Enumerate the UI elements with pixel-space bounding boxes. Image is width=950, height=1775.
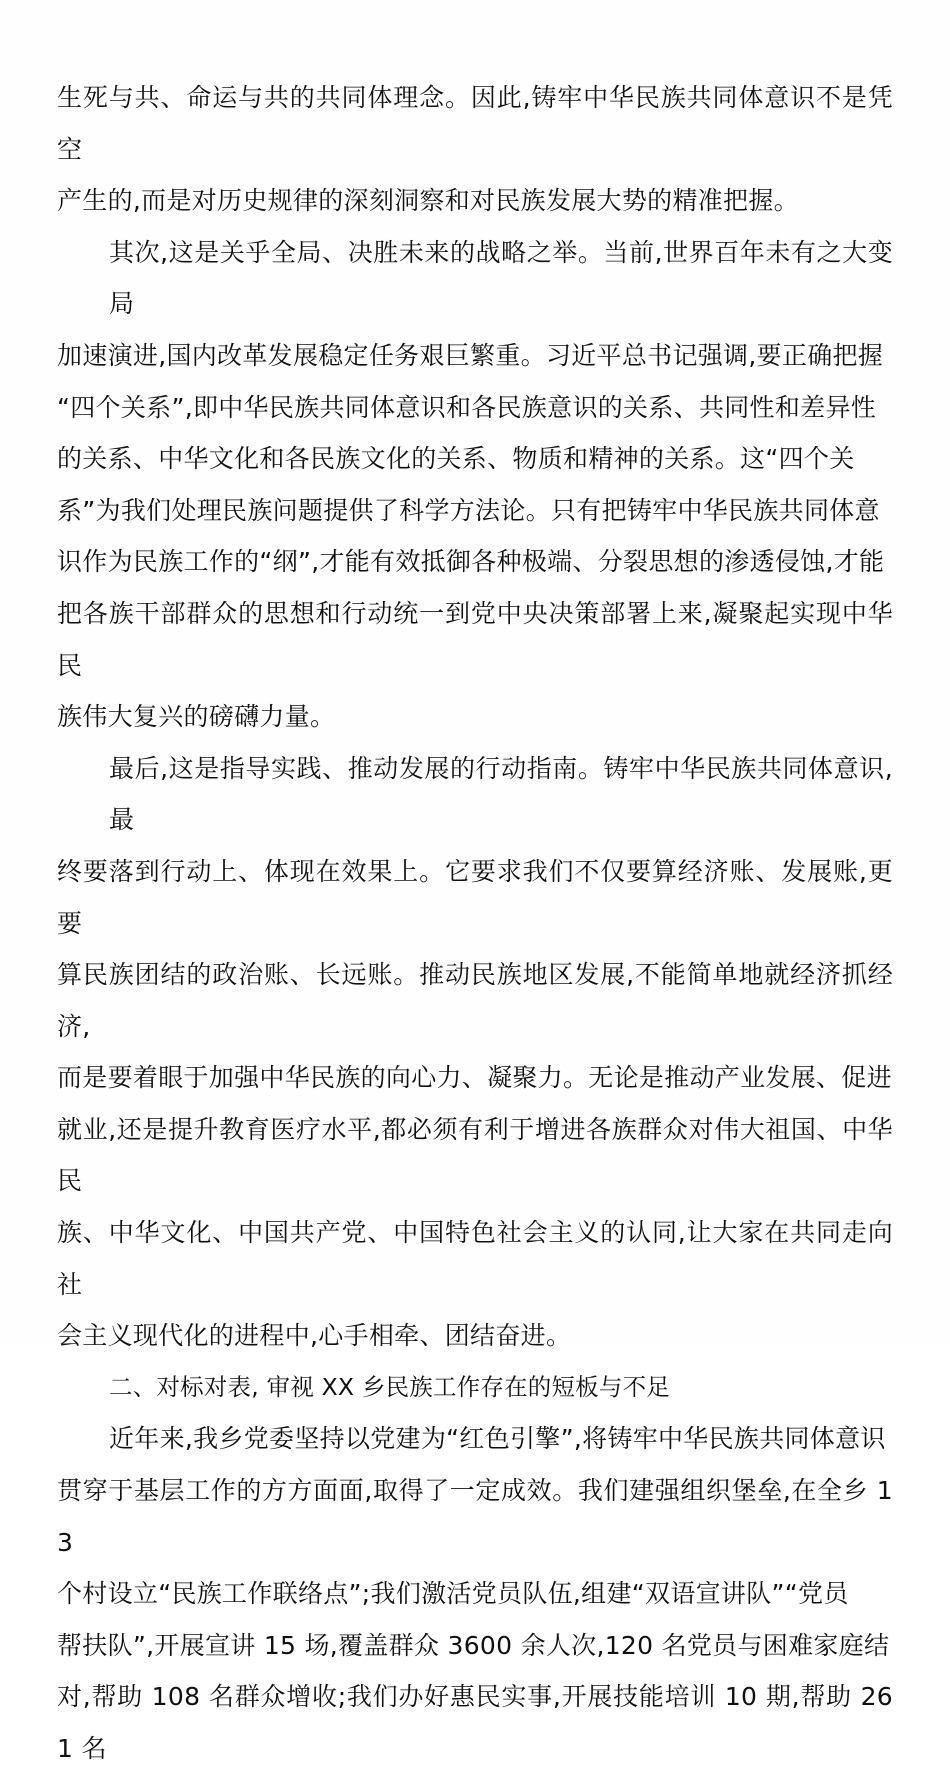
line: 而是要着眼于加强中华民族的向心力、凝聚力。无论是推动产业发展、促进 [57, 1063, 892, 1093]
paragraph-strategic-move [57, 227, 893, 743]
section-heading-2: 二、对标对表, 审视 XX 乡民族工作存在的短板与不足 [109, 1372, 670, 1401]
paragraph-shared-destiny [57, 72, 893, 227]
line: 生死与共、命运与共的共同体理念。因此,铸牢中华民族共同体意识不是凭空 [57, 83, 893, 164]
line: 识作为民族工作的“纲”,才能有效抵御各种极端、分裂思想的渗透侵蚀,才能 [57, 547, 885, 577]
line: 产生的,而是对历史规律的深刻洞察和对民族发展大势的精准把握。 [57, 186, 799, 216]
line: 加速演进,国内改革发展稳定任务艰巨繁重。习近平总书记强调,要正确把握 [57, 340, 884, 370]
paragraph-achievements [57, 1413, 893, 1774]
line: “四个关系”,即中华民族共同体意识和各民族意识的关系、共同性和差异性 [57, 392, 877, 422]
line: 族伟大复兴的磅礴力量。 [57, 702, 336, 732]
line: 最后,这是指导实践、推动发展的行动指南。铸牢中华民族共同体意识,最 [109, 753, 893, 835]
paragraph-action-guide [57, 743, 893, 1362]
line: 终要落到行动上、体现在效果上。它要求我们不仅要算经济账、发展账,更要 [57, 856, 893, 938]
line: 的关系、中华文化和各民族文化的关系、物质和精神的关系。这“四个关 [57, 444, 855, 474]
document-body [57, 72, 893, 1775]
line: 算民族团结的政治账、长远账。推动民族地区发展,不能简单地就经济抓经济, [57, 960, 893, 1041]
line: 贯穿于基层工作的方方面面,取得了一定成效。我们建强组织堡垒,在全乡 13 [57, 1476, 893, 1557]
line: 对,帮助 108 名群众增收;我们办好惠民实事,开展技能培训 10 期,帮助 261 名 [57, 1682, 893, 1763]
line: 系”为我们处理民族问题提供了科学方法论。只有把铸牢中华民族共同体意 [57, 495, 880, 525]
line: 就业,还是提升教育医疗水平,都必须有利于增进各族群众对伟大祖国、中华民 [57, 1114, 893, 1196]
line: 把各族干部群众的思想和行动统一到党中央决策部署上来,凝聚起实现中华民 [57, 598, 893, 680]
line: 族、中华文化、中国共产党、中国特色社会主义的认同,让大家在共同走向社 [57, 1218, 893, 1299]
line: 其次,这是关乎全局、决胜未来的战略之举。当前,世界百年未有之大变局 [109, 237, 893, 319]
line: 近年来,我乡党委坚持以党建为“红色引擎”,将铸牢中华民族共同体意识 [109, 1424, 886, 1454]
line: 个村设立“民族工作联络点”;我们激活党员队伍,组建“双语宣讲队”“党员 [57, 1579, 849, 1609]
line: 帮扶队”,开展宣讲 15 场,覆盖群众 3600 余人次,120 名党员与困难家庭结 [57, 1630, 890, 1660]
line: 会主义现代化的进程中,心手相牵、团结奋进。 [57, 1321, 572, 1351]
